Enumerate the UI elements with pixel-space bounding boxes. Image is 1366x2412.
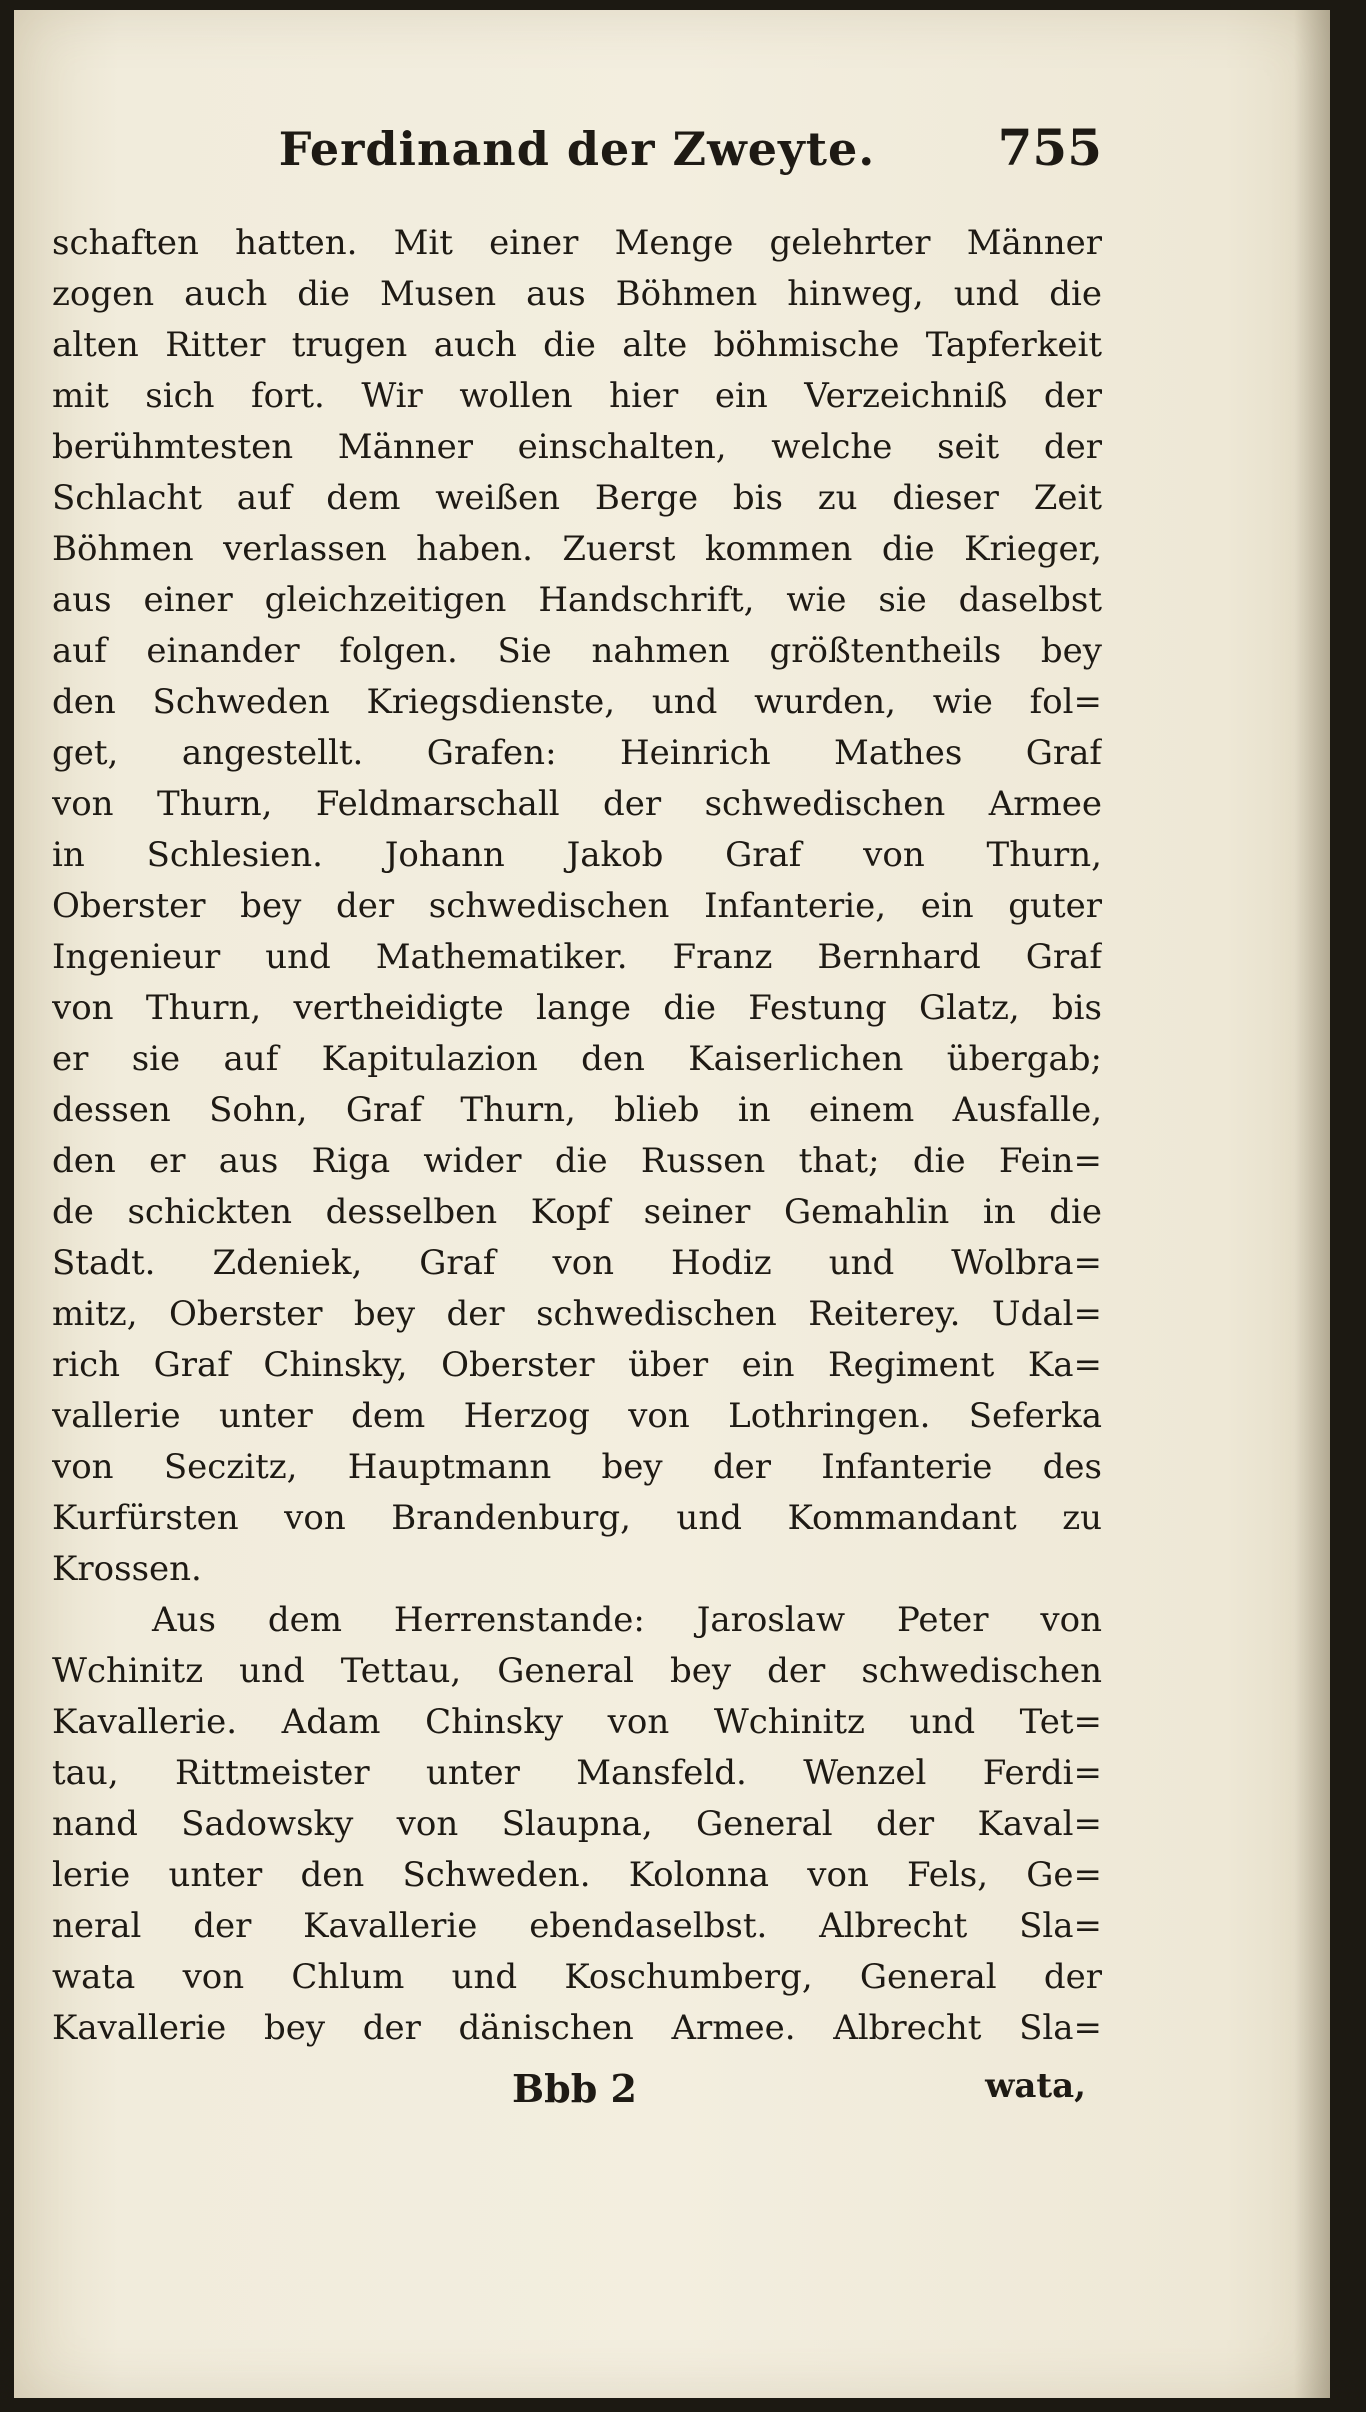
body-text xyxy=(52,218,1102,2054)
text-line: mit sich fort. Wir wollen hier ein Verzeichniß der xyxy=(52,376,1102,416)
text-line: auf einander folgen. Sie nahmen größtentheils bey xyxy=(52,631,1102,671)
text-line: wata von Chlum und Koschumberg, General der xyxy=(52,1957,1102,1997)
text-line: alten Ritter trugen auch die alte böhmische Tapferkeit xyxy=(52,325,1102,365)
text-line: berühmtesten Männer einschalten, welche seit der xyxy=(52,427,1102,467)
text-line: nand Sadowsky von Slaupna, General der Kaval= xyxy=(52,1804,1102,1844)
text-line: zogen auch die Musen aus Böhmen hinweg, und die xyxy=(52,274,1102,314)
page-header xyxy=(52,108,1102,178)
text-line: get, angestellt. Grafen: Heinrich Mathes Graf xyxy=(52,733,1102,773)
text-line: Kavallerie. Adam Chinsky von Wchinitz und Tet= xyxy=(52,1702,1102,1742)
text-line: Kavallerie bey der dänischen Armee. Albrecht Sla= xyxy=(52,2008,1102,2048)
text-line: er sie auf Kapitulazion den Kaiserlichen übergab; xyxy=(52,1039,1102,1079)
text-line: den Schweden Kriegsdienste, und wurden, wie fol= xyxy=(52,682,1102,722)
paragraph-2 xyxy=(52,1595,1102,2054)
page-number: 755 xyxy=(997,118,1102,177)
text-line: Schlacht auf dem weißen Berge bis zu dieser Zeit xyxy=(52,478,1102,518)
text-line: tau, Rittmeister unter Mansfeld. Wenzel Ferdi= xyxy=(52,1753,1102,1793)
text-line: neral der Kavallerie ebendaselbst. Albrecht Sla= xyxy=(52,1906,1102,1946)
text-line: vallerie unter dem Herzog von Lothringen. Seferka xyxy=(52,1396,1102,1436)
text-line: mitz, Oberster bey der schwedischen Reiterey. Udal= xyxy=(52,1294,1102,1334)
text-line: Oberster bey der schwedischen Infanterie, ein guter xyxy=(52,886,1102,926)
text-line: Krossen. xyxy=(52,1549,202,1589)
running-head: Ferdinand der Zweyte. xyxy=(278,122,876,176)
text-line: Aus dem Herrenstande: Jaroslaw Peter von xyxy=(152,1600,1102,1640)
text-line: de schickten desselben Kopf seiner Gemahlin in die xyxy=(52,1192,1102,1232)
text-line: von Thurn, vertheidigte lange die Festung Glatz, bis xyxy=(52,988,1102,1028)
text-line: den er aus Riga wider die Russen that; die Fein= xyxy=(52,1141,1102,1181)
page-spine-shadow xyxy=(1294,10,1330,2398)
text-line: rich Graf Chinsky, Oberster über ein Regiment Ka= xyxy=(52,1345,1102,1385)
page-footer xyxy=(52,2062,1102,2122)
text-line: Stadt. Zdeniek, Graf von Hodiz und Wolbra= xyxy=(52,1243,1102,1283)
text-line: schaften hatten. Mit einer Menge gelehrter Männer xyxy=(52,223,1102,263)
text-line: Kurfürsten von Brandenburg, und Kommandant zu xyxy=(52,1498,1102,1538)
text-line: Ingenieur und Mathematiker. Franz Bernhard Graf xyxy=(52,937,1102,977)
text-line: Böhmen verlassen haben. Zuerst kommen die Krieger, xyxy=(52,529,1102,569)
text-line: Wchinitz und Tettau, General bey der schwedischen xyxy=(52,1651,1102,1691)
text-line: dessen Sohn, Graf Thurn, blieb in einem Ausfalle, xyxy=(52,1090,1102,1130)
text-line: von Seczitz, Hauptmann bey der Infanterie des xyxy=(52,1447,1102,1487)
text-line: in Schlesien. Johann Jakob Graf von Thurn, xyxy=(52,835,1102,875)
signature-mark: Bbb 2 xyxy=(512,2066,637,2111)
text-line: lerie unter den Schweden. Kolonna von Fels, Ge= xyxy=(52,1855,1102,1895)
text-line: aus einer gleichzeitigen Handschrift, wie sie daselbst xyxy=(52,580,1102,620)
catchword: wata, xyxy=(985,2066,1086,2106)
book-page xyxy=(14,10,1330,2398)
paragraph-1 xyxy=(52,218,1102,1595)
text-line: von Thurn, Feldmarschall der schwedischen Armee xyxy=(52,784,1102,824)
